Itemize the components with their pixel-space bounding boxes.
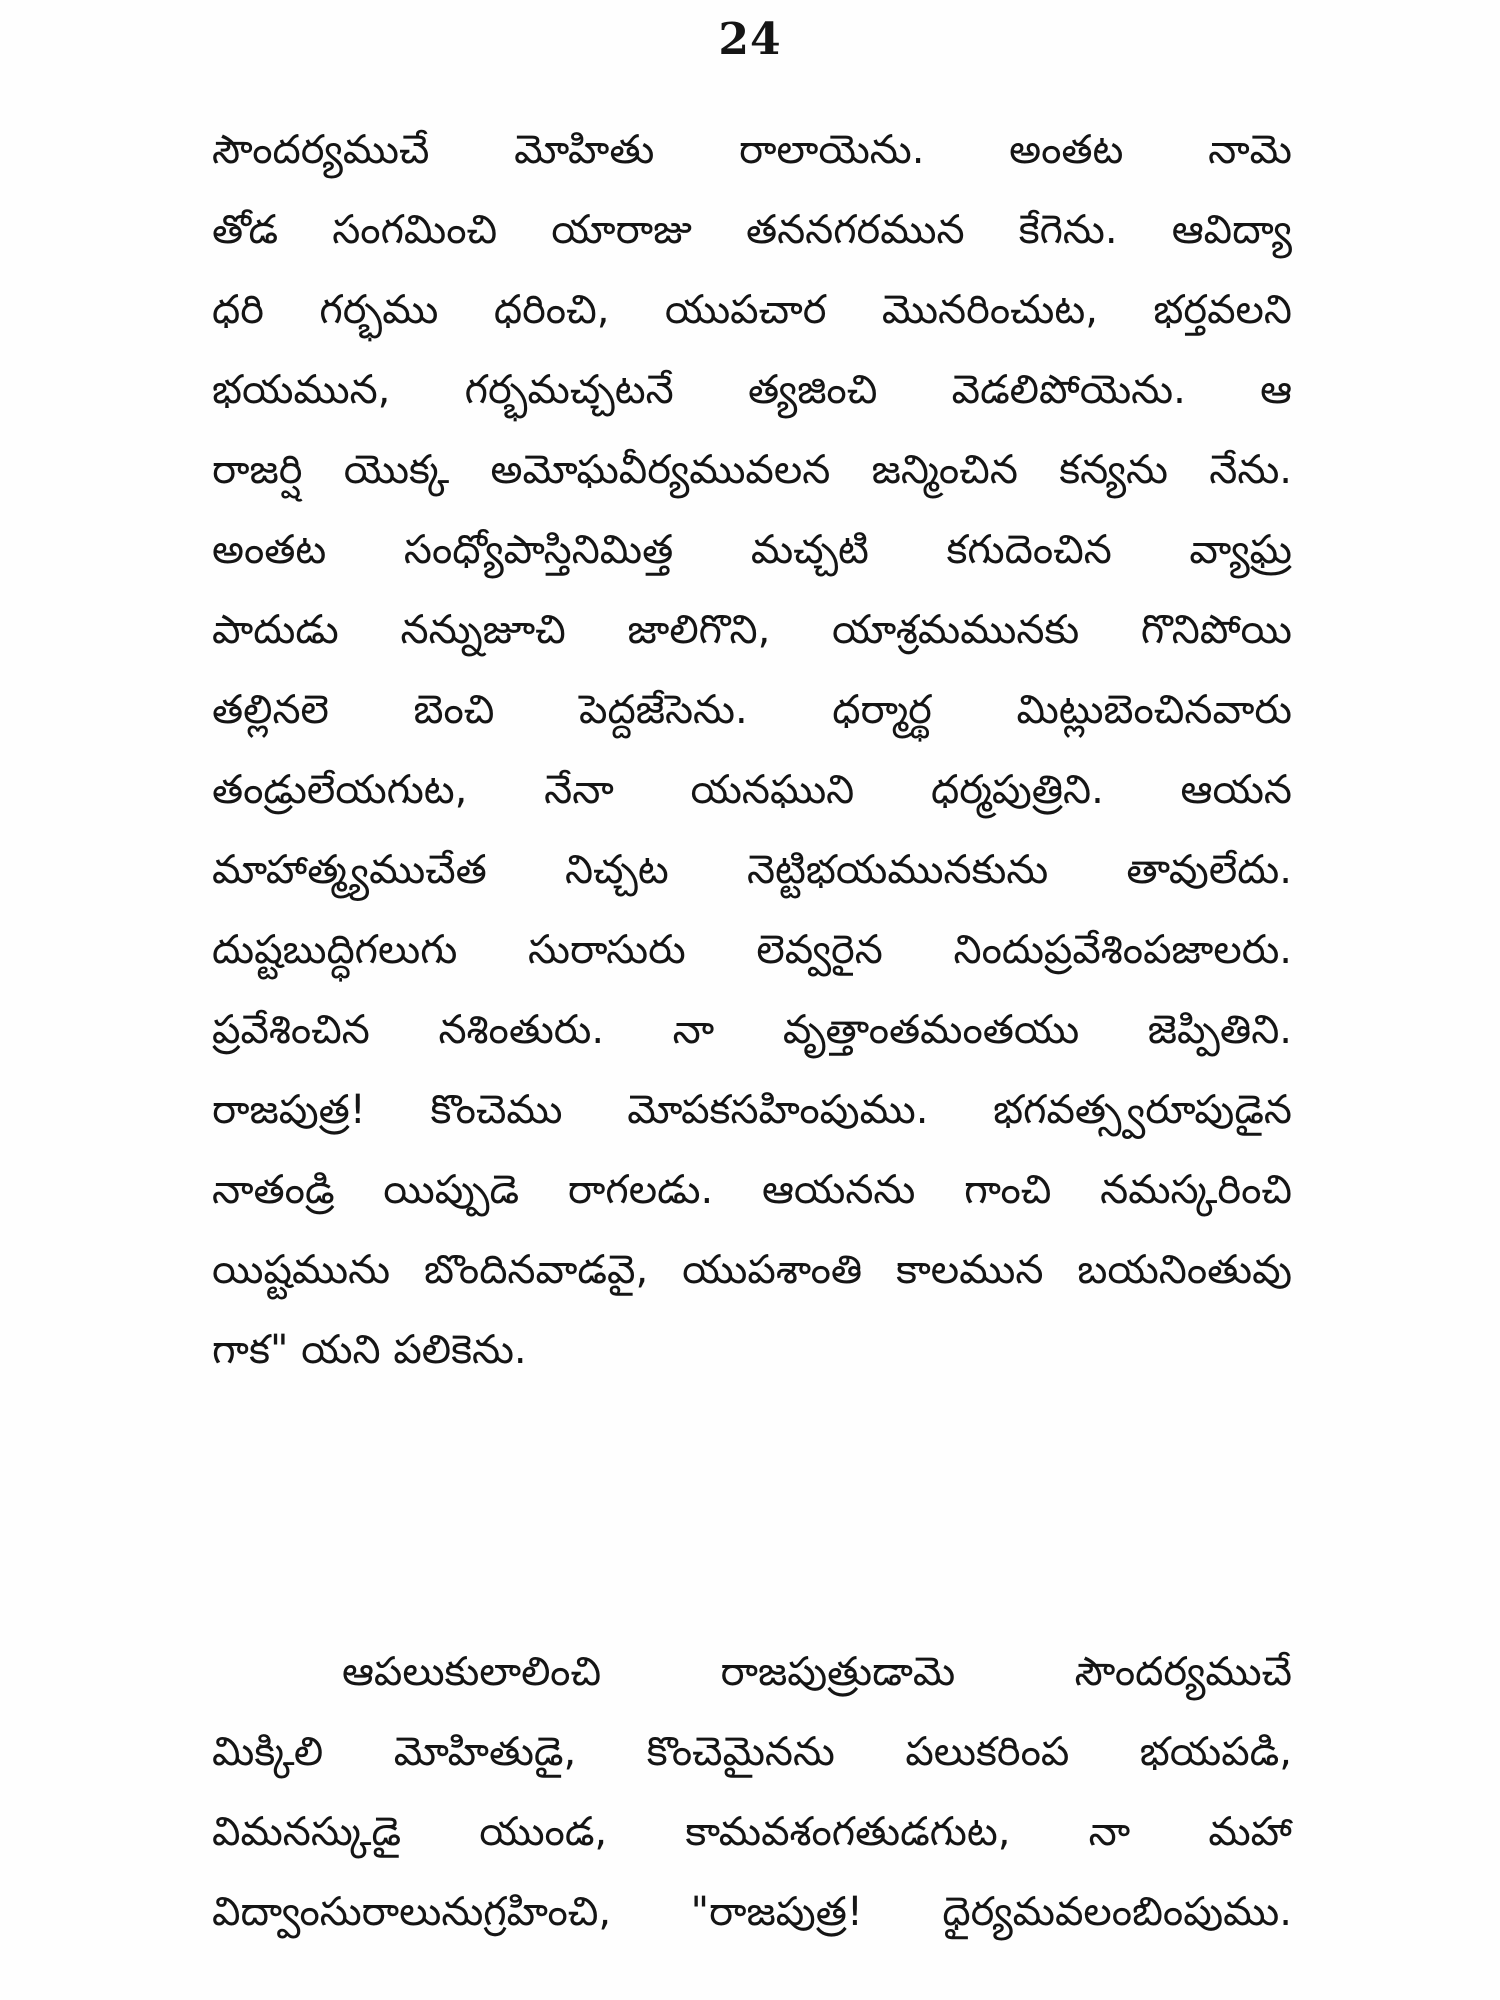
text-line: విమనస్కుడై యుండ, కామవశంగతుడగుట, నా మహా [212, 1809, 1292, 1855]
paragraph-2 [212, 1632, 1292, 1952]
text-line: గాక" యని పలికెను. [212, 1327, 527, 1373]
text-line: ప్రవేశించిన నశింతురు. నా వృత్తాంతమంతయు జెప్పితిని. [212, 1007, 1292, 1053]
text-line: అంతట సంధ్యోపాస్తినిమిత్త మచ్చటి కగుదెంచిన వ్యాఘ్ర [212, 527, 1292, 573]
page-number: 24 [718, 14, 782, 65]
text-line: భయమున, గర్భమచ్చటనే త్యజించి వెడలిపోయెను. ఆ [212, 367, 1292, 413]
text-line: మిక్కిలి మోహితుడై, కొంచెమైనను పలుకరింప భయపడి, [212, 1729, 1292, 1775]
text-line: పాదుడు నన్నుజూచి జాలిగొని, యాశ్రమమునకు గొనిపోయి [212, 607, 1292, 653]
text-line: నాతండ్రి యిప్పుడె రాగలడు. ఆయనను గాంచి నమస్కరించి [212, 1167, 1292, 1213]
text-line: రాజర్షి యొక్క అమోఘవీర్యమువలన జన్మించిన కన్యను నేను. [212, 447, 1292, 493]
text-line: విద్వాంసురాలునుగ్రహించి, "రాజపుత్ర! ధైర్యమవలంబింపుము. [212, 1889, 1292, 1935]
text-line: ధరి గర్భము ధరించి, యుపచార మొనరించుట, భర్తవలని [212, 287, 1292, 333]
paragraph-1 [212, 110, 1292, 1390]
text-line: మాహాత్మ్యముచేత నిచ్చట నెట్టిభయమునకును తావులేదు. [212, 847, 1292, 893]
text-line: ఆపలుకులాలించి రాజపుత్రుడామె సౌందర్యముచే [342, 1649, 1292, 1695]
text-line: యిష్టమును బొందినవాడవై, యుపశాంతి కాలమున బయనింతువు [212, 1247, 1292, 1293]
text-line: సౌందర్యముచే మోహితు రాలాయెను. అంతట నామె [212, 127, 1292, 173]
text-line: తండ్రులేయగుట, నేనా యనఘుని ధర్మపుత్రిని. ఆయన [212, 767, 1292, 813]
text-line: తల్లినలె బెంచి పెద్దజేసెను. ధర్మార్థ మిట్లుబెంచినవారు [212, 687, 1292, 733]
text-line: తోడ సంగమించి యారాజు తననగరమున కేగెను. ఆవిద్యా [212, 207, 1292, 253]
text-line: దుష్టబుద్ధిగలుగు సురాసురు లెవ్వరైన నిందుప్రవేశింపజాలరు. [212, 927, 1292, 973]
text-line: రాజపుత్ర! కొంచెము మోపకసహింపుము. భగవత్స్వరూపుడైన [212, 1087, 1292, 1133]
